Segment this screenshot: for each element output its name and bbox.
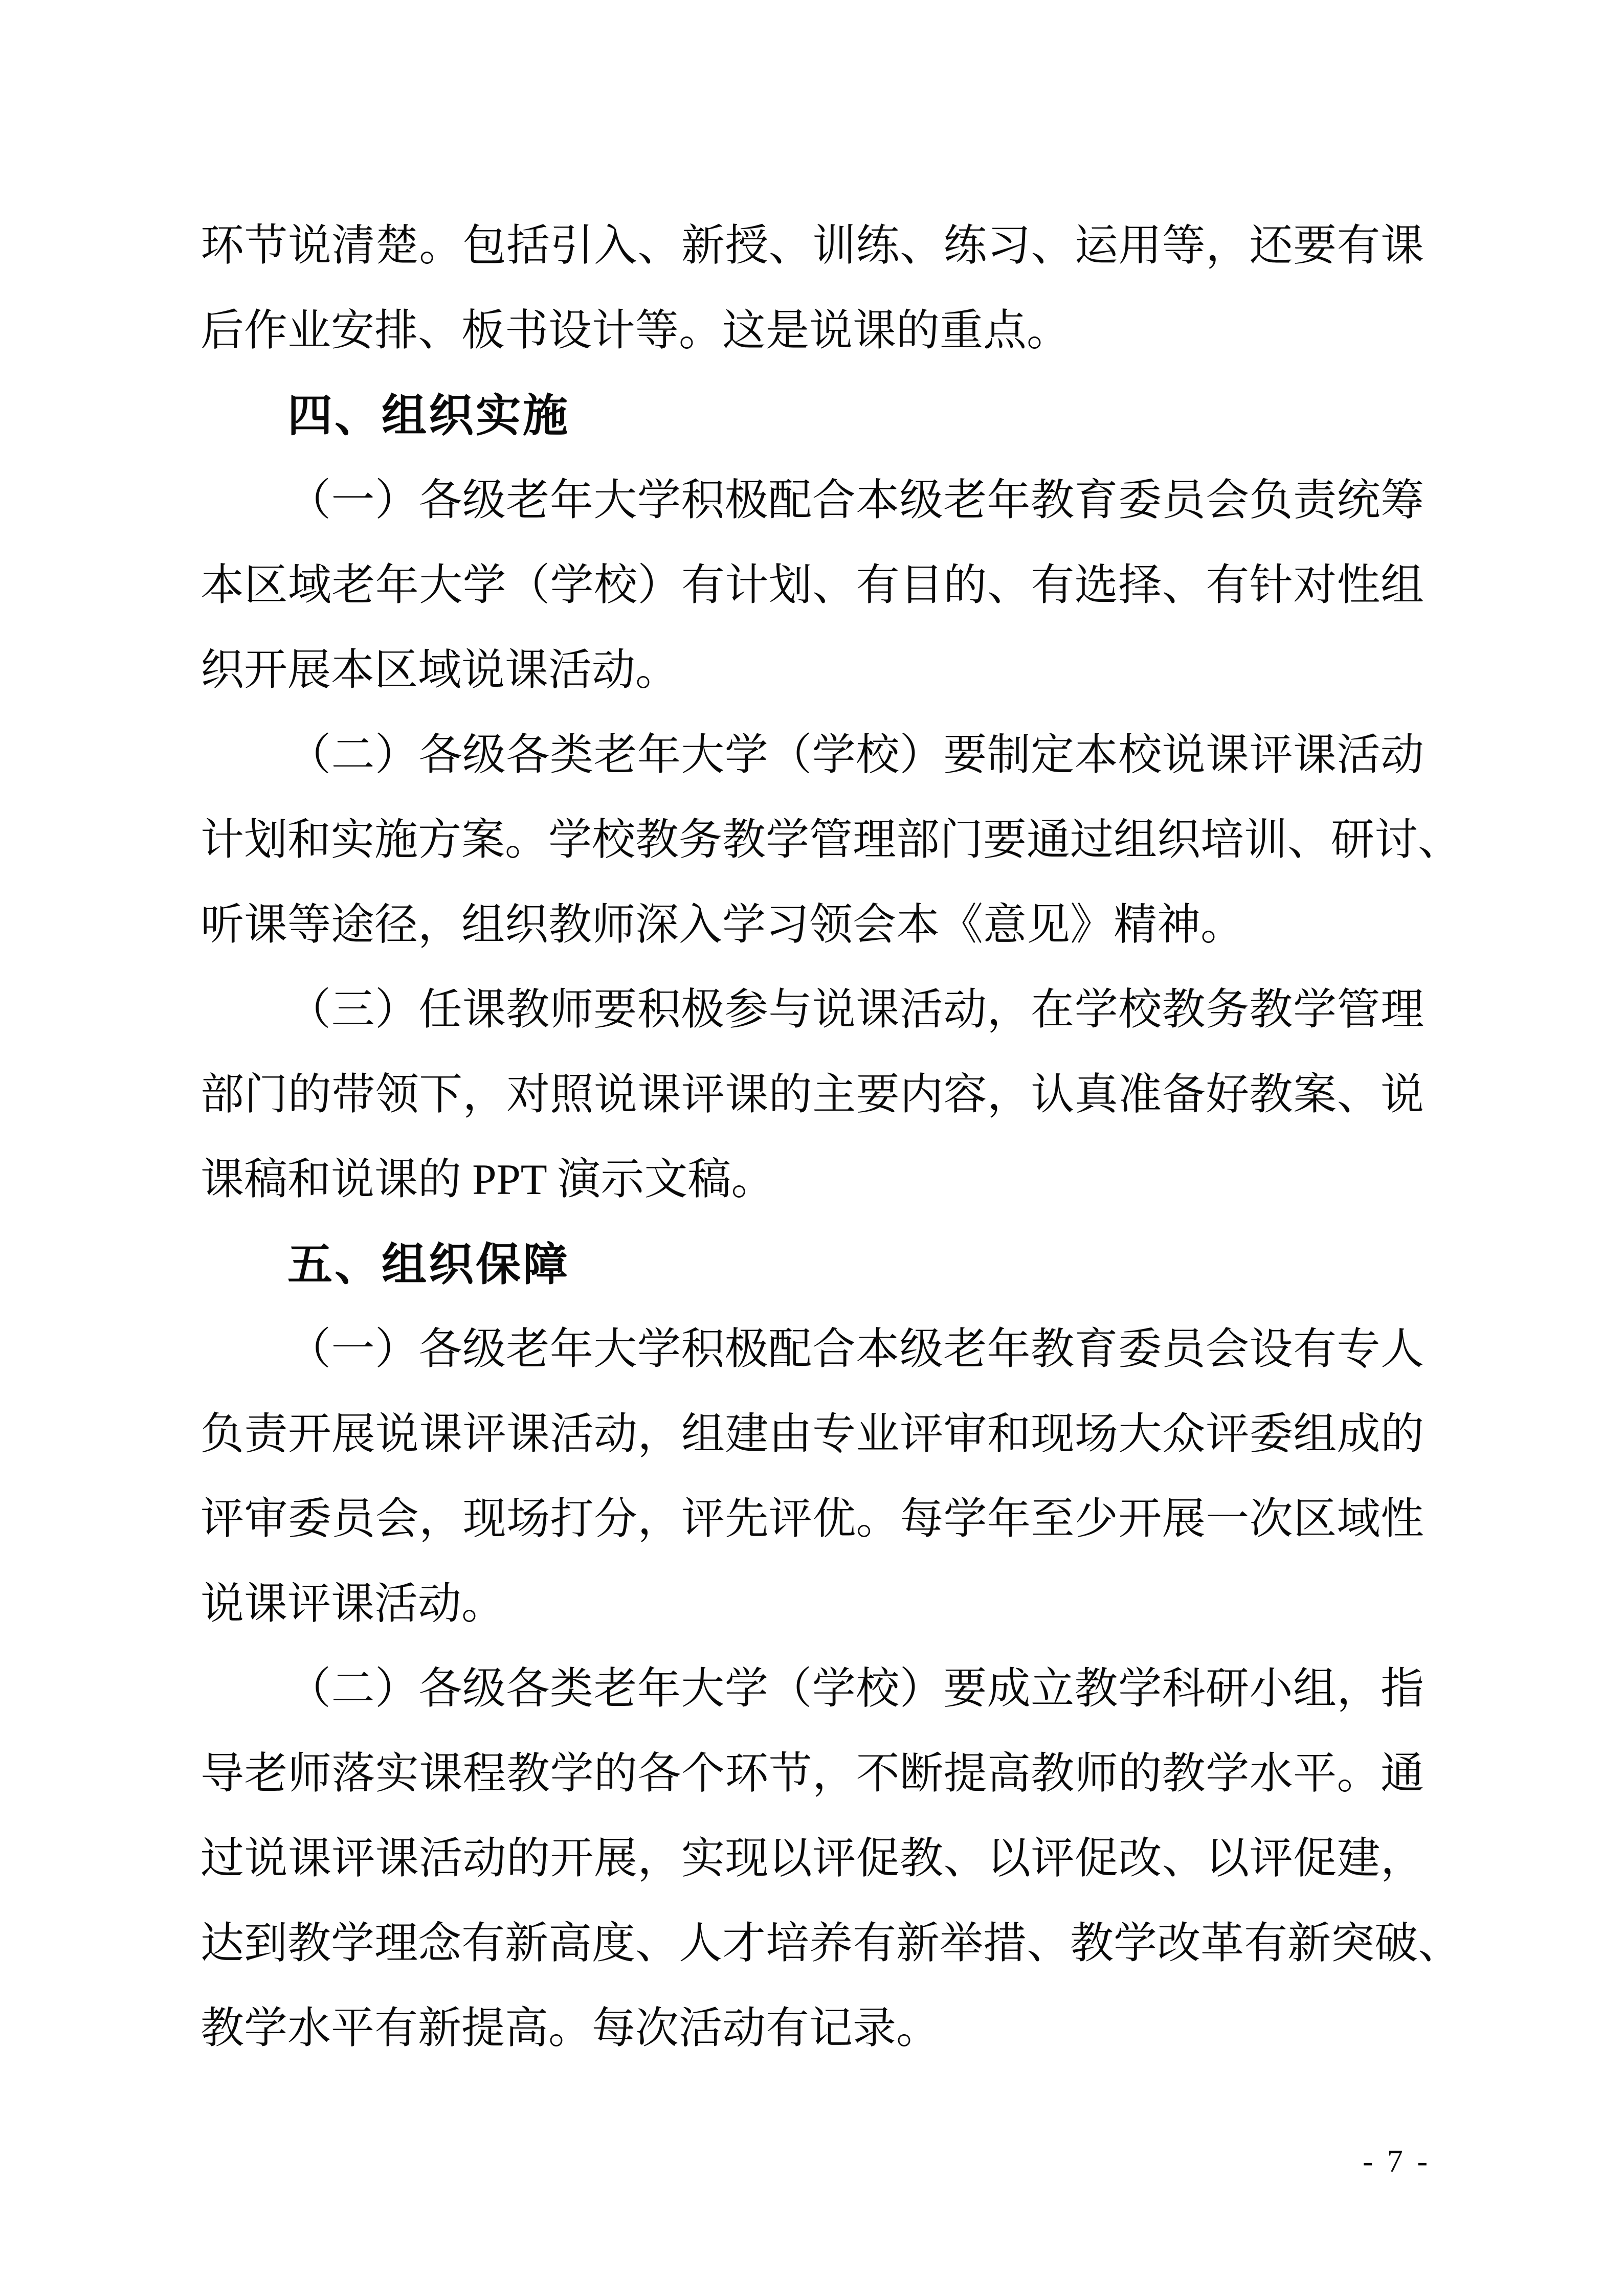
page-number: - 7 -: [1362, 2144, 1431, 2179]
text-line: 环节说清楚。包括引入、新授、训练、练习、运用等，还要有课: [201, 222, 1424, 270]
text-line: 评审委员会，现场打分，评先评优。每学年至少开展一次区域性: [201, 1495, 1424, 1543]
text-line: （一）各级老年大学积极配合本级老年教育委员会设有专人: [287, 1325, 1424, 1374]
text-line: 后作业安排、板书设计等。这是说课的重点。: [201, 307, 1071, 355]
text-line: 教学水平有新提高。每次活动有记录。: [201, 2005, 940, 2053]
text-line: 部门的带领下，对照说课评课的主要内容，认真准备好教案、说: [201, 1071, 1424, 1119]
text-line: 过说课评课活动的开展，实现以评促教、以评促改、以评促建，: [201, 1835, 1424, 1883]
text-line: 织开展本区域说课活动。: [201, 646, 679, 694]
text-line: 计划和实施方案。学校教务教学管理部门要通过组织培训、研讨、: [201, 816, 1462, 864]
section-heading: 四、组织实施: [287, 390, 570, 441]
text-line: 本区域老年大学（学校）有计划、有目的、有选择、有针对性组: [201, 561, 1424, 610]
text-line: （二）各级各类老年大学（学校）要成立教学科研小组，指: [287, 1665, 1424, 1713]
section-heading: 五、组织保障: [287, 1239, 570, 1290]
text-line: （一）各级老年大学积极配合本级老年教育委员会负责统筹: [287, 477, 1424, 525]
text-line: （二）各级各类老年大学（学校）要制定本校说课评课活动: [287, 731, 1424, 779]
text-line: 达到教学理念有新高度、人才培养有新举措、教学改革有新突破、: [201, 1920, 1462, 1968]
text-line: 导老师落实课程教学的各个环节，不断提高教师的教学水平。通: [201, 1750, 1424, 1798]
text-line: 听课等途径，组织教师深入学习领会本《意见》精神。: [201, 901, 1244, 949]
text-line: 负责开展说课评课活动，组建由专业评审和现场大众评委组成的: [201, 1410, 1424, 1458]
text-line: 课稿和说课的 PPT 演示文稿。: [201, 1156, 775, 1204]
document-body: [201, 204, 1462, 2071]
text-line: （三）任课教师要积极参与说课活动，在学校教务教学管理: [287, 986, 1424, 1034]
text-line: 说课评课活动。: [201, 1580, 505, 1628]
